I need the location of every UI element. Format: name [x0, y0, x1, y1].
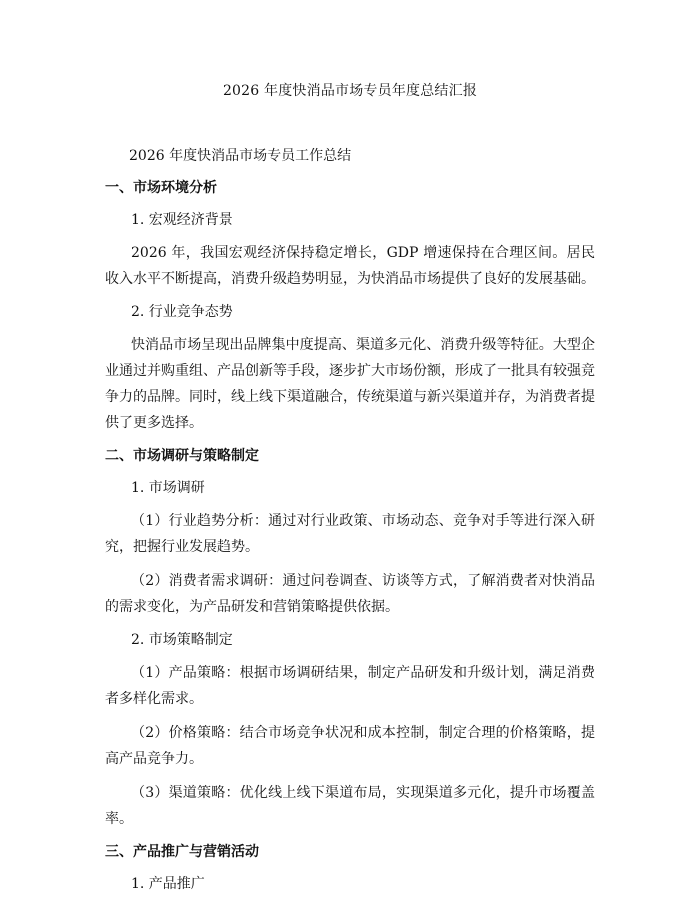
section-heading-market-environment: 一、市场环境分析	[105, 180, 217, 196]
paragraph-trend-analysis: （1）行业趋势分析：通过对行业政策、市场动态、竞争对手等进行深入研究，把握行业发展趋势。	[105, 513, 595, 555]
subheading-product-promotion: 1. 产品推广	[131, 876, 205, 892]
document-title: 2026 年度快消品市场专员年度总结汇报	[222, 83, 478, 99]
subheading-strategy: 2. 市场策略制定	[131, 632, 233, 648]
paragraph-macro-economy: 2026 年，我国宏观经济保持稳定增长，GDP 增速保持在合理区间。居民收入水平不断提高，消费升级趋势明显，为快消品市场提供了良好的发展基础。	[105, 245, 595, 287]
section-heading-promotion: 三、产品推广与营销活动	[105, 844, 259, 860]
document-body	[105, 176, 595, 904]
subheading-macro-economy: 1. 宏观经济背景	[131, 212, 233, 228]
paragraph-product-strategy: （1）产品策略：根据市场调研结果，制定产品研发和升级计划，满足消费者多样化需求。	[105, 665, 595, 707]
paragraph-consumer-research: （2）消费者需求调研：通过问卷调查、访谈等方式，了解消费者对快消品的需求变化，为产品研发和营销策略提供依据。	[105, 573, 595, 615]
paragraph-price-strategy: （2）价格策略：结合市场竞争状况和成本控制，制定合理的价格策略，提高产品竞争力。	[105, 725, 595, 767]
section-heading-research-strategy: 二、市场调研与策略制定	[105, 448, 259, 464]
subheading-market-research: 1. 市场调研	[131, 480, 205, 496]
subheading-competition: 2. 行业竞争态势	[131, 304, 233, 320]
paragraph-channel-strategy: （3）渠道策略：优化线上线下渠道布局，实现渠道多元化，提升市场覆盖率。	[105, 785, 595, 827]
paragraph-competition: 快消品市场呈现出品牌集中度提高、渠道多元化、消费升级等特征。大型企业通过并购重组、产品创新等手段，逐步扩大市场份额，形成了一批具有较强竞争力的品牌。同时，线上线下渠道融合，传统渠道与新兴渠道并存，为消费者提供了更多选择。	[105, 337, 595, 431]
document-subtitle: 2026 年度快消品市场专员工作总结	[129, 148, 352, 164]
